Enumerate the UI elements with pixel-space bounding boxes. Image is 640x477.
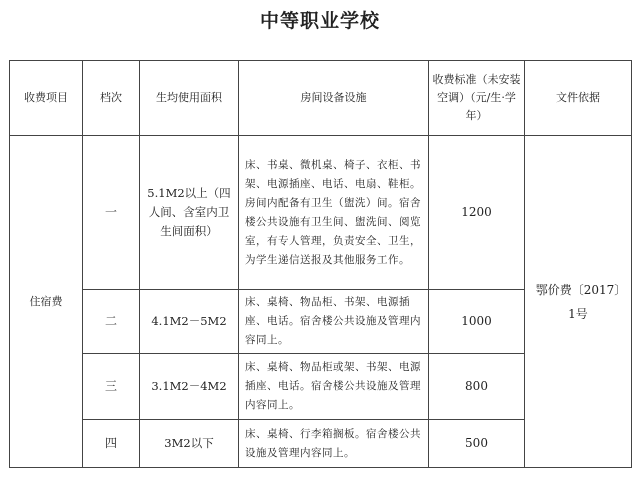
header-standard: 收费标准（未安装空调）（元/生·学年）: [429, 61, 525, 136]
area-cell: 4.1M2－5M2: [140, 290, 239, 354]
header-document: 文件依据: [525, 61, 632, 136]
area-cell: 3M2以下: [140, 420, 239, 468]
fee-cell: 800: [429, 354, 525, 420]
page-title: 中等职业学校: [259, 10, 380, 32]
facilities-cell: 床、桌椅、物品柜、书架、电源插座、电话。宿舍楼公共设施及管理内容同上。: [239, 290, 429, 354]
document-cell: 鄂价费〔2017〕1号: [525, 136, 632, 468]
area-cell: 3.1M2－4M2: [140, 354, 239, 420]
grade-cell: 二: [83, 290, 140, 354]
fee-cell: 1200: [429, 136, 525, 290]
area-cell: 5.1M2以上（四人间、含室内卫生间面积）: [140, 136, 239, 290]
header-area: 生均使用面积: [140, 61, 239, 136]
table-row: [10, 136, 632, 290]
fee-table: [9, 60, 632, 468]
fee-cell: 1000: [429, 290, 525, 354]
facilities-cell: 床、桌椅、行李箱搁板。宿舍楼公共设施及管理内容同上。: [239, 420, 429, 468]
grade-cell: 三: [83, 354, 140, 420]
grade-cell: 四: [83, 420, 140, 468]
header-grade: 档次: [83, 61, 140, 136]
grade-cell: 一: [83, 136, 140, 290]
header-facilities: 房间设备设施: [239, 61, 429, 136]
header-row: [10, 61, 632, 136]
fee-item-cell: 住宿费: [10, 136, 83, 468]
fee-cell: 500: [429, 420, 525, 468]
header-fee-item: 收费项目: [10, 61, 83, 136]
facilities-cell: 床、桌椅、物品柜或架、书架、电源插座、电话。宿舍楼公共设施及管理内容同上。: [239, 354, 429, 420]
facilities-cell: 床、书桌、微机桌、椅子、衣柜、书架、电源插座、电话、电扇、鞋柜。房间内配备有卫生（盥洗）间。宿舍楼公共设施有卫生间、盥洗间、阅览室，有专人管理，负责安全、卫生，为学生递信送报及其他服务工作。: [239, 136, 429, 290]
